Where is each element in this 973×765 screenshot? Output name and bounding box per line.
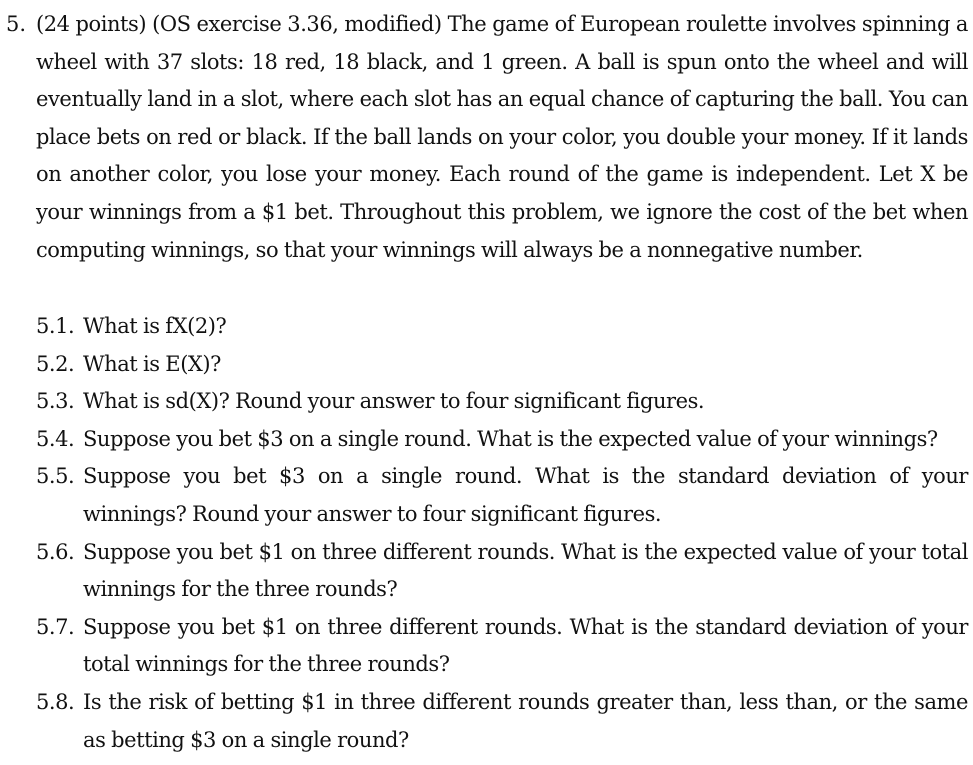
subquestion-text: Is the risk of betting $1 in three different rounds greater than, less than, or the same as betting $3 on a single round? (83, 689, 968, 752)
subquestion-number: 5.1. (36, 314, 75, 338)
problem-5 (6, 0, 968, 269)
subquestion-text: Suppose you bet $3 on a single round. What is the standard deviation of your winnings? Round your answer to four significant figures. (83, 464, 968, 526)
subquestion-5-1 (36, 308, 968, 346)
subquestion-number: 5.6. (36, 539, 75, 564)
subquestion-number: 5.5. (36, 464, 75, 489)
subquestion-number: 5.2. (36, 351, 75, 376)
subquestion-5-7 (36, 609, 968, 684)
subquestion-5-8 (36, 684, 968, 759)
problem-statement: (24 points) (OS exercise 3.36, modified) The game of European roulette involves spinning a wheel with 37 slots: 18 red, 18 black, and 1 green. A ball is spun onto the wheel and will eventually land in a slot, where each slot has an equal chance of capturing the ball. You can place bets on red or black. If the ball lands on your color, you double your money. If it lands on another color, you lose your money. Each round of the game is independent. Let X be your winnings from a $1 bet. Throughout this problem, we ignore the cost of the bet when computing winnings, so that your winnings will always be a nonnegative number. (36, 12, 968, 262)
subquestion-5-6 (36, 534, 968, 609)
subquestion-number: 5.3. (36, 389, 75, 414)
subquestion-text: What is sd(X)? Round your answer to four significant figures. (83, 389, 705, 414)
problem-number: 5. (6, 12, 27, 36)
subquestion-text: Suppose you bet $1 on three different rounds. What is the standard deviation of your total winnings for the three rounds? (83, 614, 968, 677)
subquestion-number: 5.7. (36, 614, 75, 639)
subquestion-number: 5.4. (36, 426, 75, 451)
subquestion-5-2 (36, 346, 968, 384)
subquestion-5-5 (36, 458, 968, 533)
subquestion-text: What is E(X)? (83, 351, 221, 376)
subquestion-list (36, 308, 968, 759)
subquestion-5-3 (36, 383, 968, 421)
subquestion-text: What is fX(2)? (83, 314, 227, 338)
subquestion-text: Suppose you bet $3 on a single round. What is the expected value of your winnings? (83, 426, 938, 451)
subquestion-number: 5.8. (36, 689, 75, 714)
subquestion-text: Suppose you bet $1 on three different rounds. What is the expected value of your total winnings for the three rounds? (83, 539, 968, 602)
subquestion-5-4 (36, 421, 968, 459)
